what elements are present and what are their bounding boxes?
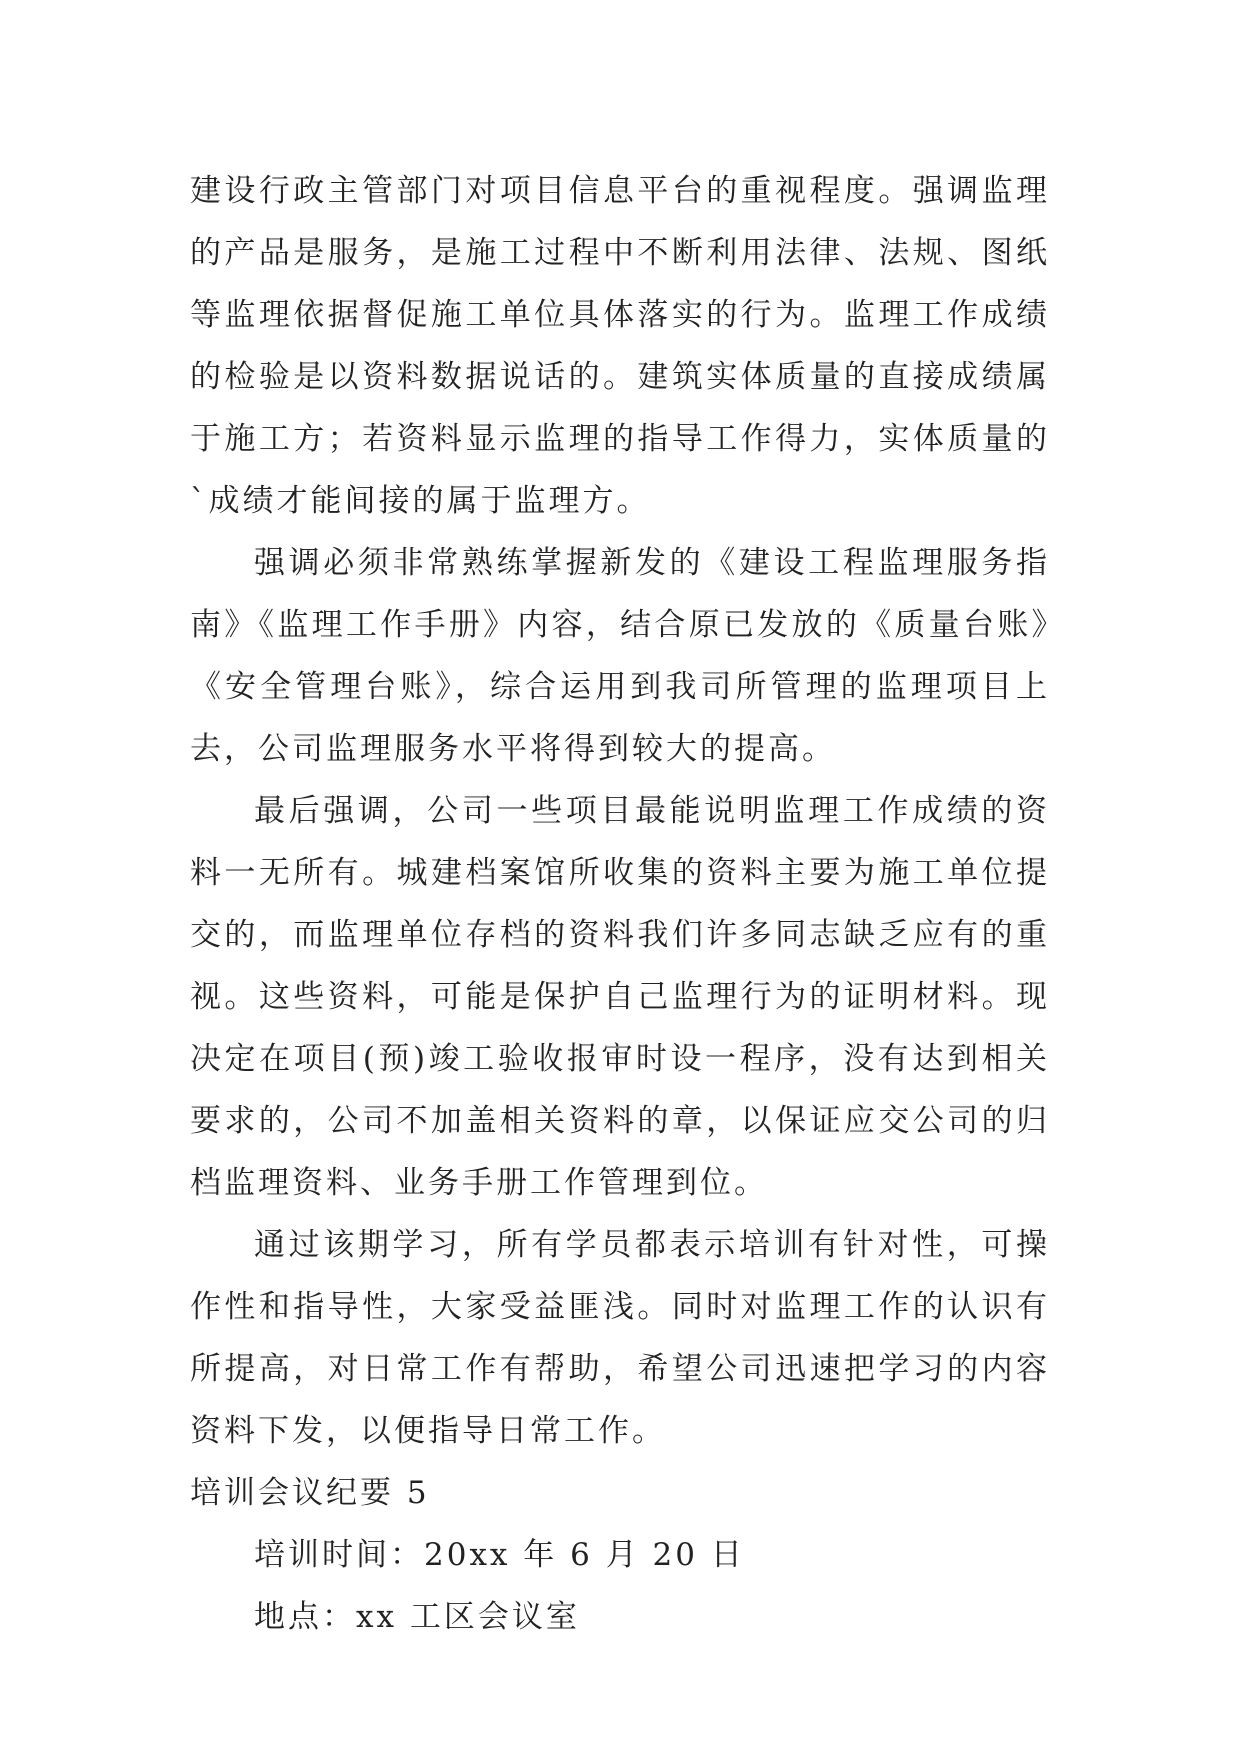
paragraph-guidelines: 强调必须非常熟练掌握新发的《建设工程监理服务指南》《监理工作手册》内容，结合原已发放的《质量台账》《安全管理台账》，综合运用到我司所管理的监理项目上去，公司监理服务水平将得到较大的提高。 [190, 545, 1050, 767]
paragraph-final-emphasis: 最后强调，公司一些项目最能说明监理工作成绩的资料一无所有。城建档案馆所收集的资料主要为施工单位提交的，而监理单位存档的资料我们许多同志缺乏应有的重视。这些资料，可能是保护自己监理行为的证明材料。现决定在项目(预)竣工验收报审时设一程序，没有达到相关要求的，公司不加盖相关资料的章，以保证应交公司的归档监理资料、业务手册工作管理到位。 [190, 793, 1050, 1201]
training-time: 培训时间：20xx 年 6 月 20 日 [254, 1537, 745, 1573]
section-title: 培训会议纪要 5 [190, 1475, 430, 1511]
document-page [190, 160, 1050, 1648]
paragraph-training-feedback: 通过该期学习，所有学员都表示培训有针对性，可操作性和指导性，大家受益匪浅。同时对监理工作的认识有所提高，对日常工作有帮助，希望公司迅速把学习的内容资料下发，以便指导日常工作。 [190, 1227, 1050, 1449]
paragraph-supervision-records: 建设行政主管部门对项目信息平台的重视程度。强调监理的产品是服务，是施工过程中不断利用法律、法规、图纸等监理依据督促施工单位具体落实的行为。监理工作成绩的检验是以资料数据说话的。建筑实体质量的直接成绩属于施工方；若资料显示监理的指导工作得力，实体质量的`成绩才能间接的属于监理方。 [190, 173, 1050, 519]
training-location: 地点：xx 工区会议室 [254, 1599, 580, 1635]
